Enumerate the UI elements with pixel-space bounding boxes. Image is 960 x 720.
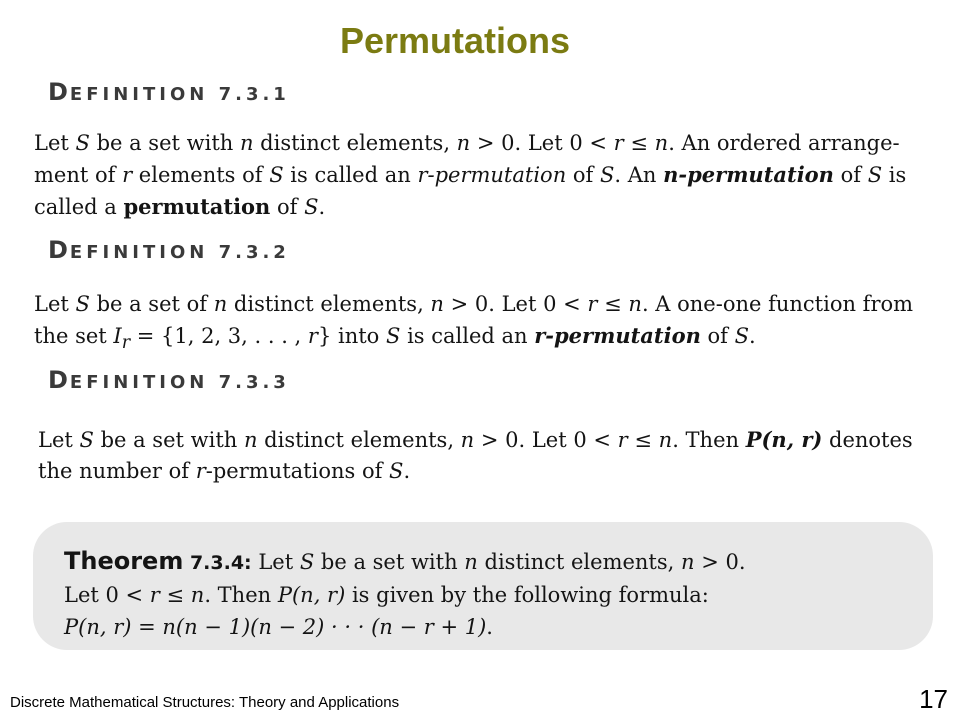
definition-body-1: Let S be a set with n distinct elements, n > 0. Let 0 < r ≤ n. An ordered arrange-ment of r elements of S is called an r-permutation of S. An n-permutation of S is called a permutation of S. bbox=[34, 131, 907, 219]
definition-body-3: Let S be a set with n distinct elements, n > 0. Let 0 < r ≤ n. Then P(n, r) denotes the number of r-permutations of S. bbox=[38, 427, 913, 483]
definition-body-2: Let S be a set of n distinct elements, n > 0. Let 0 < r ≤ n. A one-one function from the set $I_r = \{1$, 2, 3, . . . , r} into S is called an r-permutation of S. bbox=[34, 292, 914, 354]
footer-text: Discrete Mathematical Structures: Theory and Applications bbox=[10, 694, 400, 711]
theorem-line-2: Let 0 < r ≤ n. Then P(n, r) is given by the following formula: bbox=[64, 583, 709, 607]
definition-heading-3: DEFINITION 7.3.3 bbox=[48, 366, 290, 394]
theorem-formula: P(n, r) = n(n − 1)(n − 2) · · · (n − r + 1). bbox=[64, 615, 493, 639]
theorem-text bbox=[64, 545, 924, 643]
definition-heading-2: DEFINITION 7.3.2 bbox=[48, 236, 290, 264]
theorem-line-1: Theorem 7.3.4: Let S be a set with n distinct elements, n > 0. bbox=[64, 547, 746, 575]
slide-title: Permutations bbox=[339, 20, 571, 61]
definition-heading-1: DEFINITION 7.3.1 bbox=[48, 78, 290, 106]
page-number: 17 bbox=[919, 684, 948, 714]
